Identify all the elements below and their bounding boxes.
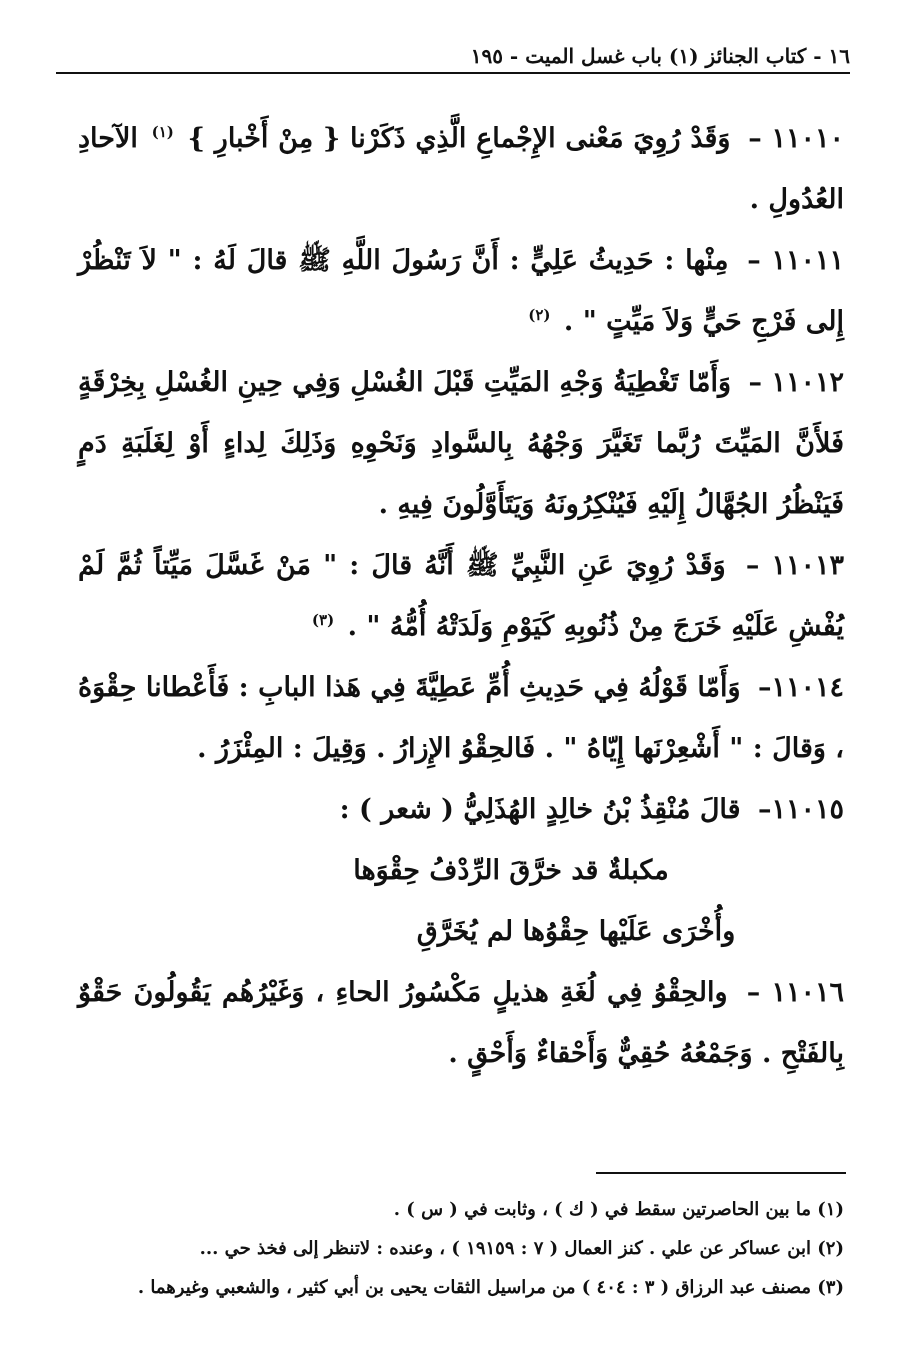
paragraph-11015 — [78, 779, 844, 840]
paragraph-text: مِنْها : حَدِيثُ عَلِيٍّ : أَنَّ رَسُولَ اللَّهِ ﷺ قالَ لَهُ : " لاَ تَنْظُرْ إِلى فَرْجِ حَيٍّ وَلاَ مَيِّتٍ " . — [78, 245, 844, 337]
paragraph-number: ١١٠١٠ – — [748, 123, 844, 154]
paragraph-text: وَأَمّا تَغْطِيَةُ وَجْهِ المَيِّتِ قَبْلَ الغُسْلِ وَفِي حِينِ الغُسْلِ بِخِرْقَةٍ فَلأَنَّ المَيِّتَ رُبَّما تَغَيَّرَ وَجْهُهُ بِالسَّوادِ وَنَحْوِهِ وَذَلِكَ لِداءٍ أَوْ لِغَلَبَةِ دَمٍ فَيَنْظُرُ الجُهَّالُ إِلَيْهِ فَيُنْكِرُونَهُ وَيَتَأَوَّلُونَ فِيهِ . — [78, 367, 844, 520]
paragraph-number: ١١٠١٣ – — [745, 550, 844, 581]
paragraph-11014 — [78, 657, 844, 779]
footnote-3: (٣) مصنف عبد الرزاق ( ٣ : ٤٠٤ ) من مراسيل الثقات يحيى بن أبي كثير ، والشعبي وغيرهما . — [137, 1277, 844, 1298]
paragraph-text: والحِقْوُ فِي لُغَةِ هذيلٍ مَكْسُورُ الحاءِ ، وَغَيْرُهُم يَقُولُونَ حَقْوٌ بِالفَتْحِ . وَجَمْعُهُ حُقِيٌّ وَأَحْقاءٌ وَأَحْقٍ . — [78, 977, 844, 1069]
poem — [78, 840, 844, 962]
main-text — [78, 108, 844, 1084]
paragraph-text: قالَ مُنْقِذُ بْنُ خالِدٍ الهُذَلِيُّ ( شعر ) : — [339, 794, 741, 825]
paragraph-11010 — [78, 108, 844, 230]
footnote-rule — [596, 1172, 846, 1174]
footnote-ref: (٣) — [311, 611, 335, 629]
paragraph-11012 — [78, 352, 844, 535]
running-header — [56, 40, 850, 80]
paragraph-11011 — [78, 230, 844, 352]
paragraph-number: ١١٠١٦ – — [746, 977, 845, 1008]
paragraph-text: وَأَمّا قَوْلُهُ فِي حَدِيثِ أُمِّ عَطِيَّةَ فِي هَذا البابِ : فَأَعْطانا حِقْوَهُ ، وَقالَ : " أَشْعِرْنَها إِيّاهُ " . فَالحِقْوُ الإِزارُ . وَقِيلَ : المِئْزَرُ . — [78, 672, 844, 764]
paragraph-number: ١١٠١٤– — [757, 672, 844, 703]
footnote-1: (١) ما بين الحاصرتين سقط في ( ك ) ، وثابت في ( س ) . — [393, 1199, 844, 1220]
paragraph-number: ١١٠١٢ – — [748, 367, 844, 398]
paragraph-text: وَقَدْ رُوِيَ مَعْنى الإِجْماعِ الَّذِي ذَكَرْنا { مِنْ أَخْبارِ } — [187, 123, 731, 154]
paragraph-11016 — [78, 962, 844, 1084]
footnote-ref: (٢) — [528, 306, 551, 324]
footnotes — [90, 1190, 844, 1307]
header-text: ١٦ - كتاب الجنائز (١) باب غسل الميت - ١٩٥ — [470, 44, 850, 68]
footnote-ref: (١) — [151, 123, 174, 141]
paragraph-text-continued: الآحادِ العُدُولِ . — [78, 123, 844, 215]
paragraph-11013 — [78, 535, 844, 657]
paragraph-text: وَقَدْ رُوِيَ عَنِ النَّبِيِّ ﷺ أَنَّهُ قالَ : " مَنْ غَسَّلَ مَيِّتاً ثُمَّ لَمْ يُفْشِ عَلَيْهِ خَرَجَ مِنْ ذُنُوبِهِ كَيَوْمِ وَلَدَتْهُ أُمُّهُ " . — [78, 550, 844, 642]
poem-line-1: مكبلةٌ قد خرَّقَ الرِّدْفُ حِقْوَها — [353, 855, 669, 886]
poem-line-2: وأُخْرَى عَلَيْها حِقْوُها لم يُخَرَّقِ — [416, 916, 736, 947]
header-rule — [56, 72, 850, 74]
paragraph-number: ١١٠١٥– — [757, 794, 844, 825]
footnote-2: (٢) ابن عساكر عن علي . كنز العمال ( ٧ : ١٩١٥٩ ) ، وعنده : لاتنظر إلى فخذ حي ... — [199, 1238, 844, 1259]
paragraph-number: ١١٠١١ – — [747, 245, 844, 276]
